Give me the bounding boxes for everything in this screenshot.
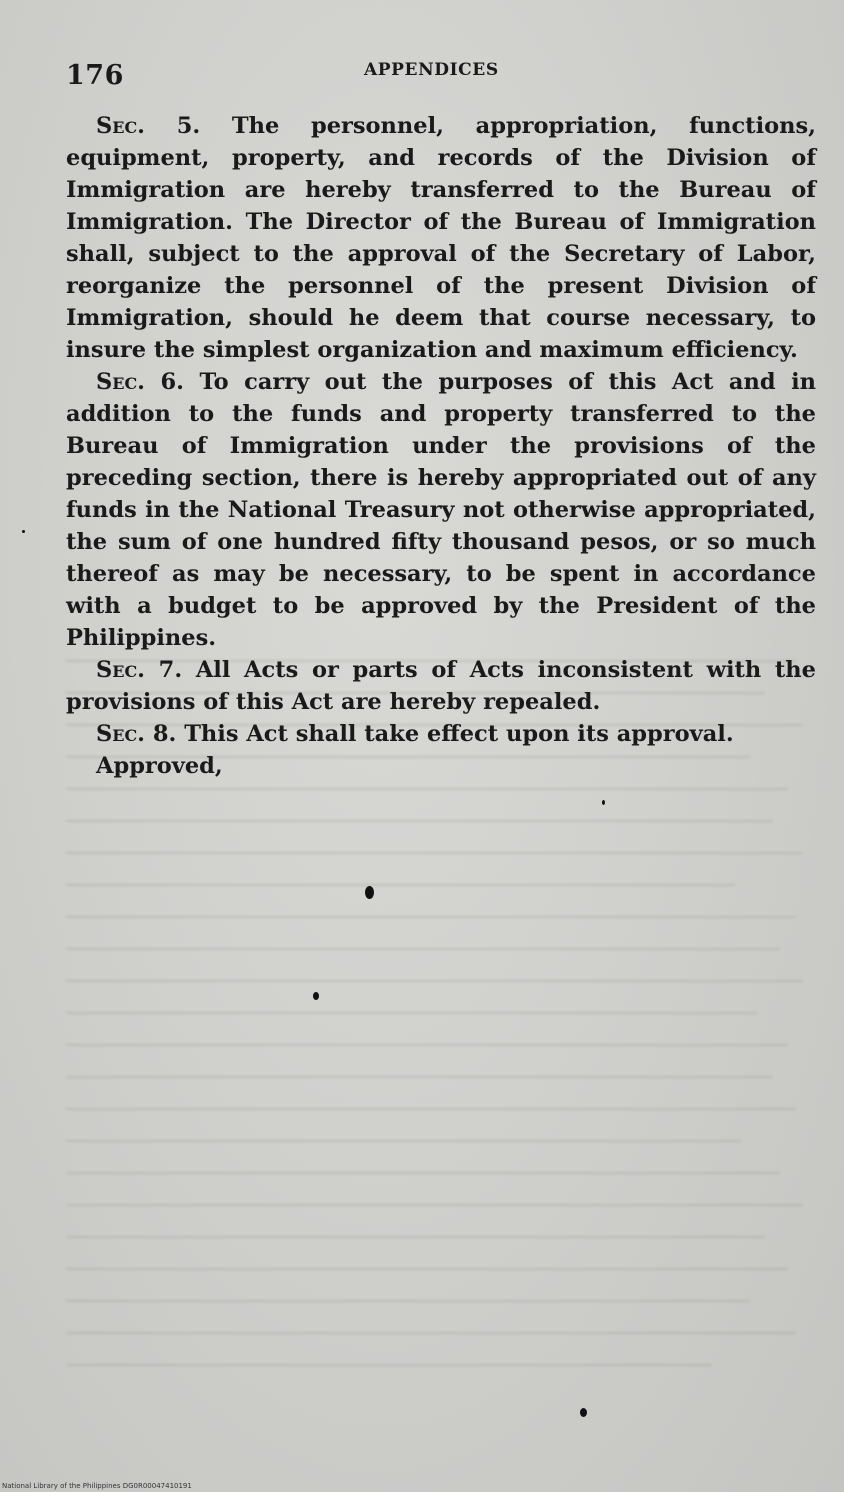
section-label: Sec. 5.: [96, 113, 201, 139]
section-label: Sec. 6.: [96, 369, 184, 395]
section-5: [66, 110, 816, 366]
section-8: [66, 718, 816, 750]
section-text: The personnel, appropriation, functions, equipment, property, and records of the Division of Immigration are hereby transferred to the Bureau of Immigration. The Director of the Bureau of Immigration shall, subject to the approval of the Secretary of Labor, reorganize the personnel of the present Division of Immigration, should he deem that course necessary, to insure the simplest organization and maximum efficiency.: [66, 113, 816, 363]
ink-speck: [602, 800, 605, 805]
section-text: This Act shall take effect upon its approval.: [184, 721, 734, 747]
section-text: To carry out the purposes of this Act and in addition to the funds and property transferred to the Bureau of Immigration under the provisions of the preceding section, there is hereby appropriated out of any funds in the National Treasury not otherwise appropriated, the sum of one hundred fifty thousand pesos, or so much thereof as may be necessary, to be spent in accordance with a budget to be approved by the President of the Philippines.: [66, 369, 816, 651]
section-label: Sec. 7.: [96, 657, 183, 683]
ink-speck: [313, 992, 319, 1000]
ink-speck: [580, 1408, 587, 1417]
ink-speck: [22, 530, 25, 533]
scan-credit: National Library of the Philippines DG0R00047410191: [2, 1482, 192, 1490]
section-text: All Acts or parts of Acts inconsistent with the provisions of this Act are hereby repealed.: [66, 657, 816, 715]
running-head: APPENDICES: [364, 60, 499, 80]
ink-speck: [365, 886, 374, 899]
act-text: [66, 110, 816, 782]
page-header: [66, 58, 816, 98]
section-7: [66, 654, 816, 718]
page-number: 176: [66, 60, 124, 91]
section-label: Sec. 8.: [96, 721, 177, 747]
approved-line: Approved,: [96, 753, 223, 779]
section-6: [66, 366, 816, 654]
